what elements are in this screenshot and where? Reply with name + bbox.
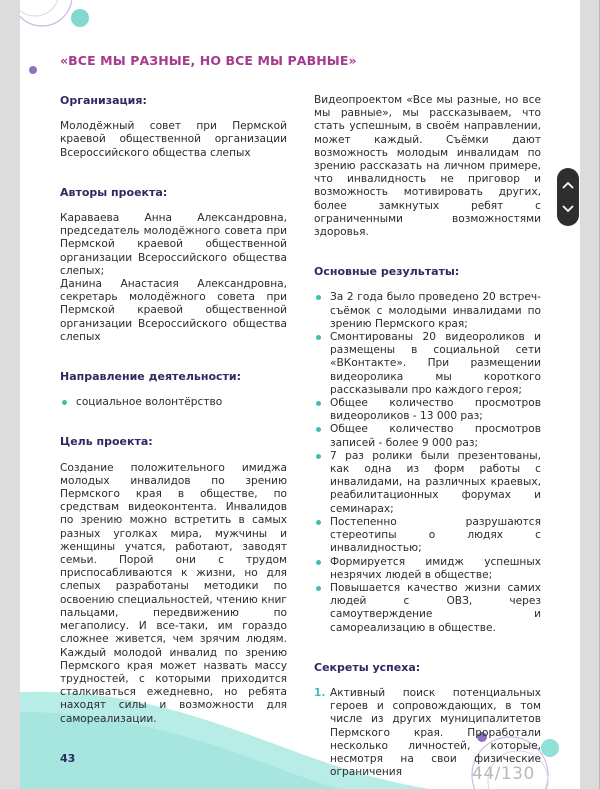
chevron-down-icon (562, 205, 574, 213)
results-list-item: Повышается качество жизни самих людей с ОВЗ, через самоутверждение и самореализацию в обществе. (314, 582, 541, 635)
left-column (60, 94, 287, 726)
direction-list (60, 396, 287, 409)
authors-text-first: Караваева Анна Александровна, председатель молодёжного совета при Пермской краевой общественной организации Всероссийского общества слепых; (60, 212, 287, 277)
goal-heading: Цель проекта: (60, 435, 153, 449)
results-list-item: За 2 года было проведено 20 встреч-съёмок с молодыми инвалидами по зрению Пермского края; (314, 291, 541, 331)
page-navigation-control (557, 168, 579, 226)
document-page (20, 0, 580, 789)
authors-heading: Авторы проекта: (60, 185, 168, 199)
previous-page-button[interactable] (557, 172, 579, 198)
right-column (314, 94, 541, 779)
page-title: «ВСЕ МЫ РАЗНЫЕ, НО ВСЕ МЫ РАВНЫЕ» (60, 53, 357, 68)
page-counter: 44/130 (472, 764, 535, 784)
secrets-item-number: 1. (314, 686, 326, 699)
intro-text: Видеопроектом «Все мы разные, но все мы равные», мы рассказываем, что стать успешным, в своём направлении, может каждый. Съёмки дают возможность молодым инвалидам по зрению рассказать на личном примере, что инвалидность не приговор и возможность мотивировать других, более замкнутых ребят с ограниченными возможностями здоровья. (314, 94, 541, 239)
results-list-item: Постепенно разрушаются стереотипы о людях с инвалидностью; (314, 516, 541, 556)
direction-heading: Направление деятельности: (60, 370, 242, 384)
results-list (314, 291, 541, 634)
results-list-item: Общее количество просмотров записей - более 9 000 раз; (314, 423, 541, 449)
results-heading: Основные результаты: (314, 265, 460, 279)
authors-text-second: Данина Анастасия Александровна, секретарь молодёжного совета при Пермской краевой общественной организации Всероссийского общества слепых (60, 278, 287, 343)
results-list-item: Общее количество просмотров видеороликов - 13 000 раз; (314, 397, 541, 423)
results-list-item: 7 раз ролики были презентованы, как одна из форм работы с инвалидами, на различных краевых, реабилитационных форумах и семинарах; (314, 450, 541, 516)
organization-text: Молодёжный совет при Пермской краевой общественной организации Всероссийского общества слепых (60, 120, 287, 159)
results-list-item: Смонтированы 20 видеороликов и размещены в социальной сети «ВКонтакте». При размещении видеоролика мы короткого рассказывали про каждого героя; (314, 331, 541, 397)
secrets-item-text: Активный поиск потенциальных героев и сопровождающих, в том числе из других муниципалитетов Пермского края. Проработали несколько личностей, которые, несмотря на свои физические ограничения (330, 686, 541, 779)
secrets-heading: Секреты успеха: (314, 660, 421, 674)
chevron-up-icon (562, 181, 574, 189)
page-number: 43 (60, 752, 76, 765)
results-list-item: Формируется имидж успешных незрячих людей в обществе; (314, 556, 541, 582)
organization-heading: Организация: (60, 94, 147, 107)
next-page-button[interactable] (557, 196, 579, 222)
goal-text: Создание положительного имиджа молодых инвалидов по зрению Пермского края в обществе, по средствам видеоконтента. Инвалидов по зрению можно встретить в самых разных уголках мира, мужчины и женщины учатся, работают, заводят семьи. Порой они с трудом приспосабливаются к жизни, но для слепых разработаны методики по освоению специальностей, чтению книг пальцами, передвижению по мегаполису. И все-таки, им гораздо сложнее живется, чем зрячим людям. Каждый молодой инвалид по зрению Пермского края может назвать массу трудностей, с которыми приходится сталкиваться ежедневно, но ребята находят силы и возможности для самореализации. (60, 461, 287, 725)
direction-list-item: социальное волонтёрство (60, 396, 287, 409)
